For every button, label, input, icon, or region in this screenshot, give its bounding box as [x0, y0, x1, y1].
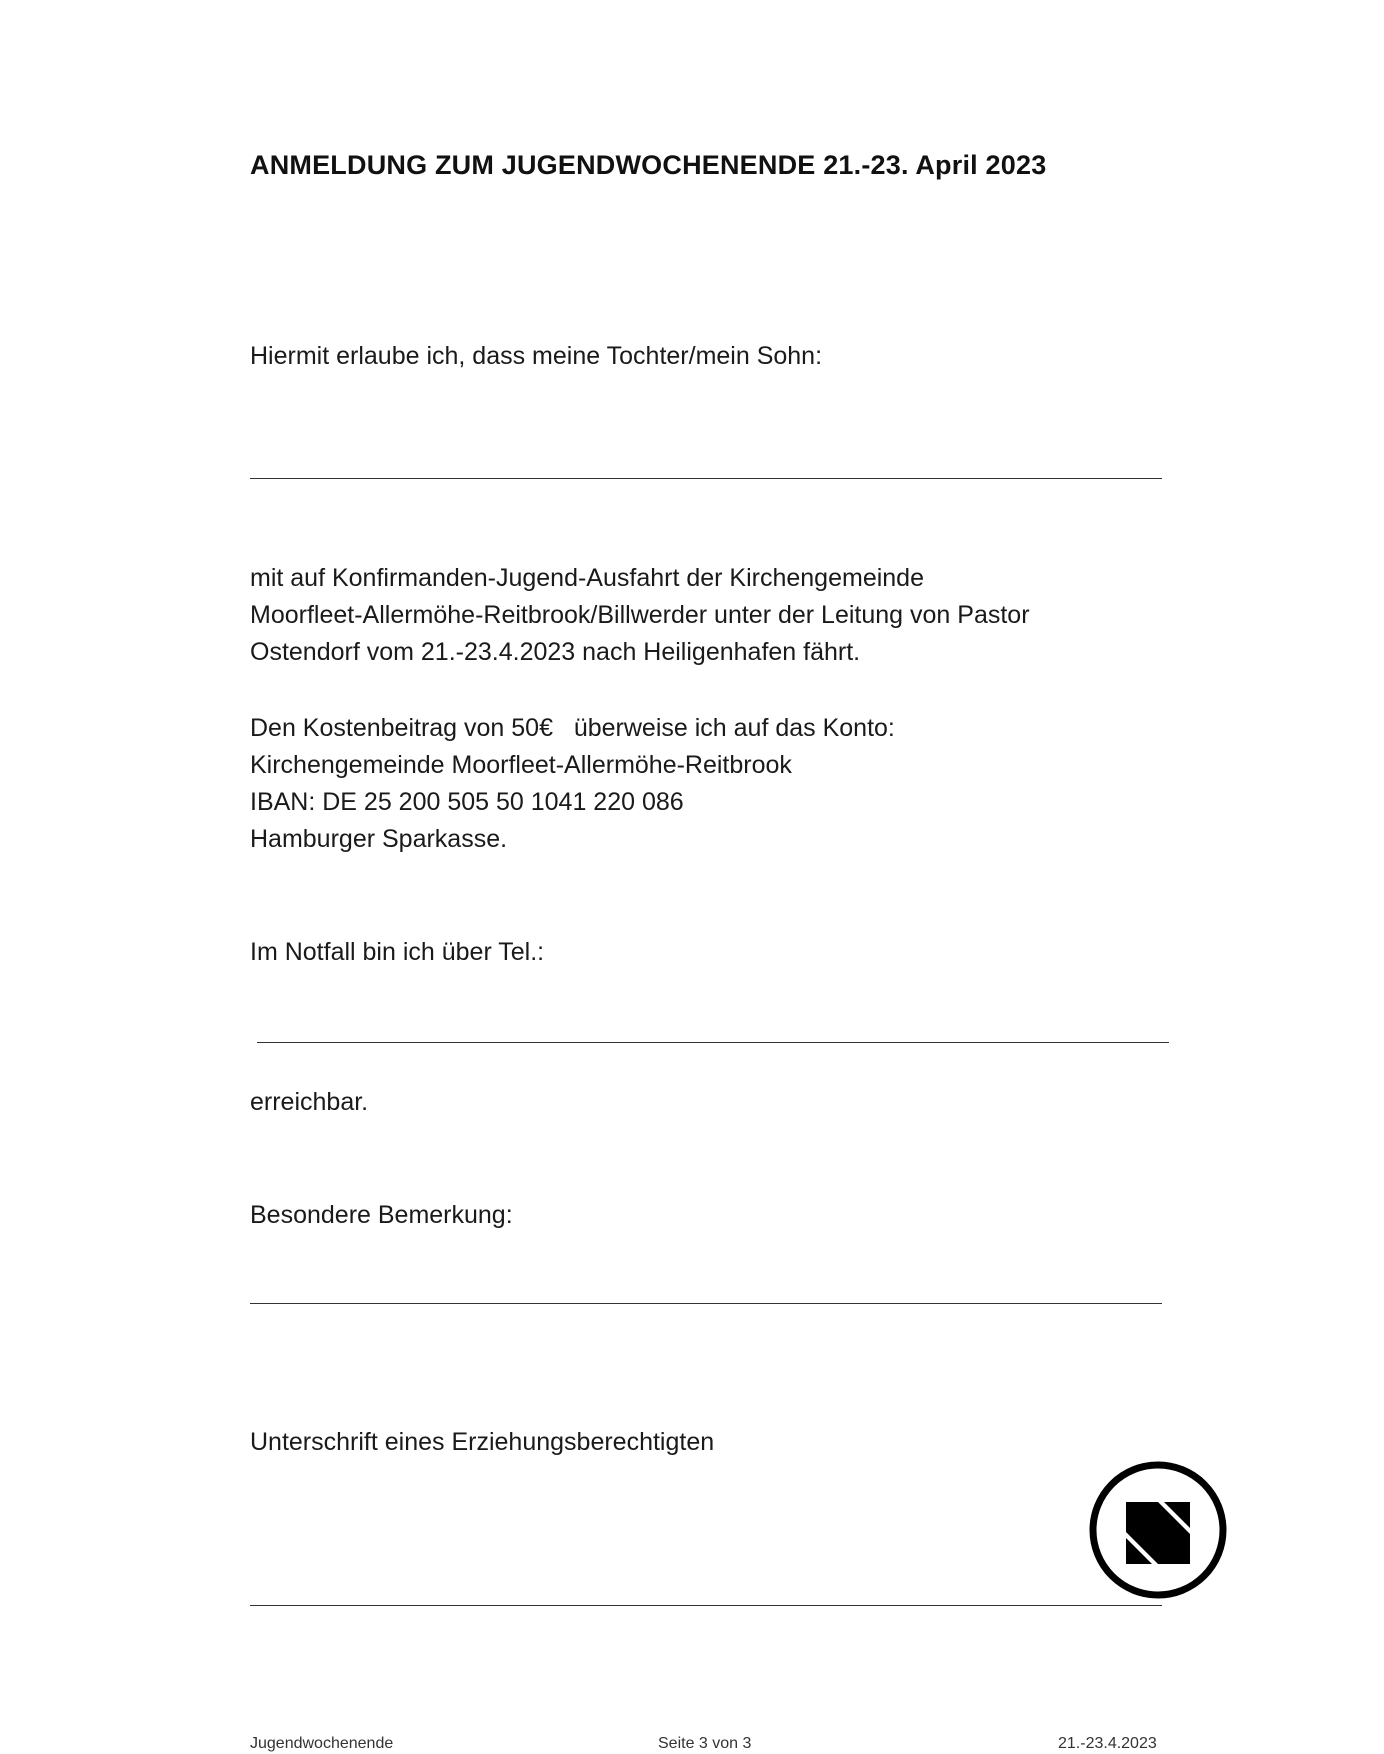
footer-left: Jugendwochenende — [250, 1735, 394, 1752]
intro-text: Hiermit erlaube ich, dass meine Tochter/mein Sohn: — [250, 342, 823, 370]
trip-line-3: Ostendorf vom 21.-23.4.2023 nach Heiligenhafen fährt. — [250, 638, 861, 666]
iban-line: IBAN: DE 25 200 505 50 1041 220 086 — [250, 788, 684, 816]
signature-line — [250, 1605, 1162, 1606]
remarks-label: Besondere Bemerkung: — [250, 1201, 513, 1229]
phone-line — [257, 1042, 1169, 1043]
circle-slash-logo-icon — [1088, 1460, 1228, 1600]
remarks-line — [250, 1303, 1162, 1304]
payment-line-1: Den Kostenbeitrag von 50€ überweise ich auf das Konto: — [250, 714, 895, 742]
trip-line-2: Moorfleet-Allermöhe-Reitbrook/Billwerder unter der Leitung von Pastor — [250, 601, 1030, 629]
payment-line-2: Kirchengemeinde Moorfleet-Allermöhe-Reitbrook — [250, 751, 792, 779]
emergency-label: Im Notfall bin ich über Tel.: — [250, 938, 545, 966]
signature-label: Unterschrift eines Erziehungsberechtigten — [250, 1428, 715, 1456]
child-name-line — [250, 478, 1162, 479]
reachable-text: erreichbar. — [250, 1088, 369, 1116]
page-title: ANMELDUNG ZUM JUGENDWOCHENENDE 21.-23. April 2023 — [250, 150, 1047, 180]
bank-line: Hamburger Sparkasse. — [250, 825, 508, 853]
footer-page-number: Seite 3 von 3 — [658, 1735, 752, 1752]
trip-line-1: mit auf Konfirmanden-Jugend-Ausfahrt der Kirchengemeinde — [250, 564, 924, 592]
footer-date: 21.-23.4.2023 — [1058, 1735, 1157, 1752]
